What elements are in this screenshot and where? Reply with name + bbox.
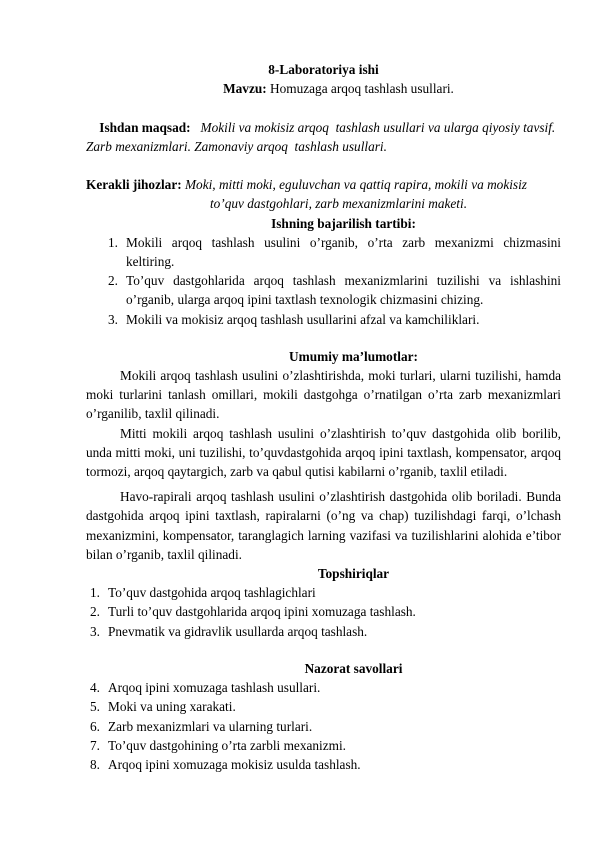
- list-item: [86, 697, 561, 716]
- list-item: [86, 583, 561, 602]
- list-number: 3.: [90, 623, 100, 639]
- list-text: Arqoq ipini xomuzaga tashlash usullari.: [108, 680, 321, 696]
- tools-text: Moki, mitti moki, eguluvchan va qattiq rapira, mokili va mokisiz: [181, 177, 527, 193]
- aim-label: Ishdan maqsad:: [99, 119, 191, 135]
- tasks-list: [86, 583, 561, 641]
- list-item: [86, 755, 561, 774]
- document-page: [86, 60, 561, 774]
- list-number: 2.: [108, 273, 118, 289]
- list-item: [86, 736, 561, 755]
- body-paragraph: Havo-rapirali arqoq tashlash usulini o’zlashtirish dastgohida olib boriladi. Bunda dastgohida arqoq ipini taxtlash, rapiralarni (o’ng va chap) tuzilishdagi farqi, o’lchash mexanizmini, kompensator, taranglagich larning vazifasi va tuzilishlarini alohida e’tibor bilan o’rganib, taxlil qilinadi.: [86, 489, 561, 562]
- list-text: Pnevmatik va gidravlik usullarda arqoq tashlash.: [108, 623, 368, 639]
- aim-text: Mokili va mokisiz arqoq tashlash usullari va ularga qiyosiy tavsif. Zarb mexanizmlari. Zamonaviy arqoq tashlash usullari.: [86, 119, 559, 154]
- list-text: To’quv dastgohlarida arqoq tashlash mexanizmlarini tuzilishi va ishlashini o’rganib, ularga arqoq ipini taxtlash texnologik chizmasini chizing.: [126, 273, 561, 308]
- tasks-heading: Topshiriqlar: [317, 566, 390, 582]
- list-text: Zarb mexanizmlari va ularning turlari.: [108, 718, 313, 734]
- list-number: 5.: [90, 699, 100, 715]
- topic-line: [86, 79, 561, 98]
- tools-paragraph: [86, 175, 561, 194]
- questions-list: [86, 678, 561, 774]
- list-number: 1.: [90, 585, 100, 601]
- list-number: 2.: [90, 604, 100, 620]
- list-text: Arqoq ipini xomuzaga mokisiz usulda tashlash.: [108, 756, 361, 772]
- document-title: 8-Laboratoriya ishi: [268, 62, 379, 77]
- list-text: Moki va uning xarakati.: [108, 699, 236, 715]
- list-text: To’quv dastgohining o’rta zarbli mexanizmi.: [108, 737, 346, 753]
- questions-heading: Nazorat savollari: [304, 660, 403, 676]
- list-item: [86, 678, 561, 697]
- body-paragraph: Mitti mokili arqoq tashlash usulini o’zlashtirish to’quv dastgohida olib borilib, unda mitti moki, uni tuzilishi, to’quvdastgohida arqoq ipini taxtlash, kompensator, arqoq tormozi, arqoq qaytargich, zarb va qabul qutisi kabilarni o’rganib, taxlil etiladi.: [86, 425, 561, 480]
- body-paragraph: Mokili arqoq tashlash usulini o’zlashtirishda, moki turlari, ularni tuzilishi, hamda moki turlarini tanlash omillari, mokili dastgohga o’rnatilgan o’rta zarb mexanizmlari o’rganilib, taxlil qilinadi.: [86, 368, 561, 422]
- list-item: [86, 602, 561, 621]
- list-item: [86, 717, 561, 736]
- list-text: To’quv dastgohida arqoq tashlagichlari: [108, 585, 316, 601]
- list-item: [86, 310, 561, 329]
- list-text: Mokili va mokisiz arqoq tashlash usullarini afzal va kamchiliklari.: [126, 311, 480, 327]
- steps-list: [86, 233, 561, 329]
- list-item: [86, 622, 561, 641]
- list-number: 1.: [108, 234, 118, 250]
- list-number: 7.: [90, 737, 100, 753]
- list-number: 4.: [90, 680, 100, 696]
- list-text: Mokili arqoq tashlash usulini o’rganib, o’rta zarb mexanizmi chizmasini keltiring.: [126, 234, 561, 270]
- tools-label: Kerakli jihozlar:: [86, 177, 182, 193]
- steps-heading: Ishning bajarilish tartibi:: [271, 215, 416, 231]
- list-number: 6.: [90, 718, 100, 734]
- list-item: [86, 271, 561, 309]
- list-number: 8.: [90, 756, 100, 772]
- list-text: Turli to’quv dastgohlarida arqoq ipini xomuzaga tashlash.: [108, 604, 416, 620]
- topic-label: Mavzu:: [223, 81, 267, 97]
- topic-text: Homuzaga arqoq tashlash usullari.: [266, 81, 454, 97]
- tools-text-continued: to’quv dastgohlari, zarb mexanizmlarini maketi.: [209, 196, 468, 212]
- aim-paragraph: [86, 98, 561, 175]
- general-heading: Umumiy ma’lumotlar:: [289, 348, 418, 364]
- list-number: 3.: [108, 311, 118, 327]
- list-item: [86, 233, 561, 271]
